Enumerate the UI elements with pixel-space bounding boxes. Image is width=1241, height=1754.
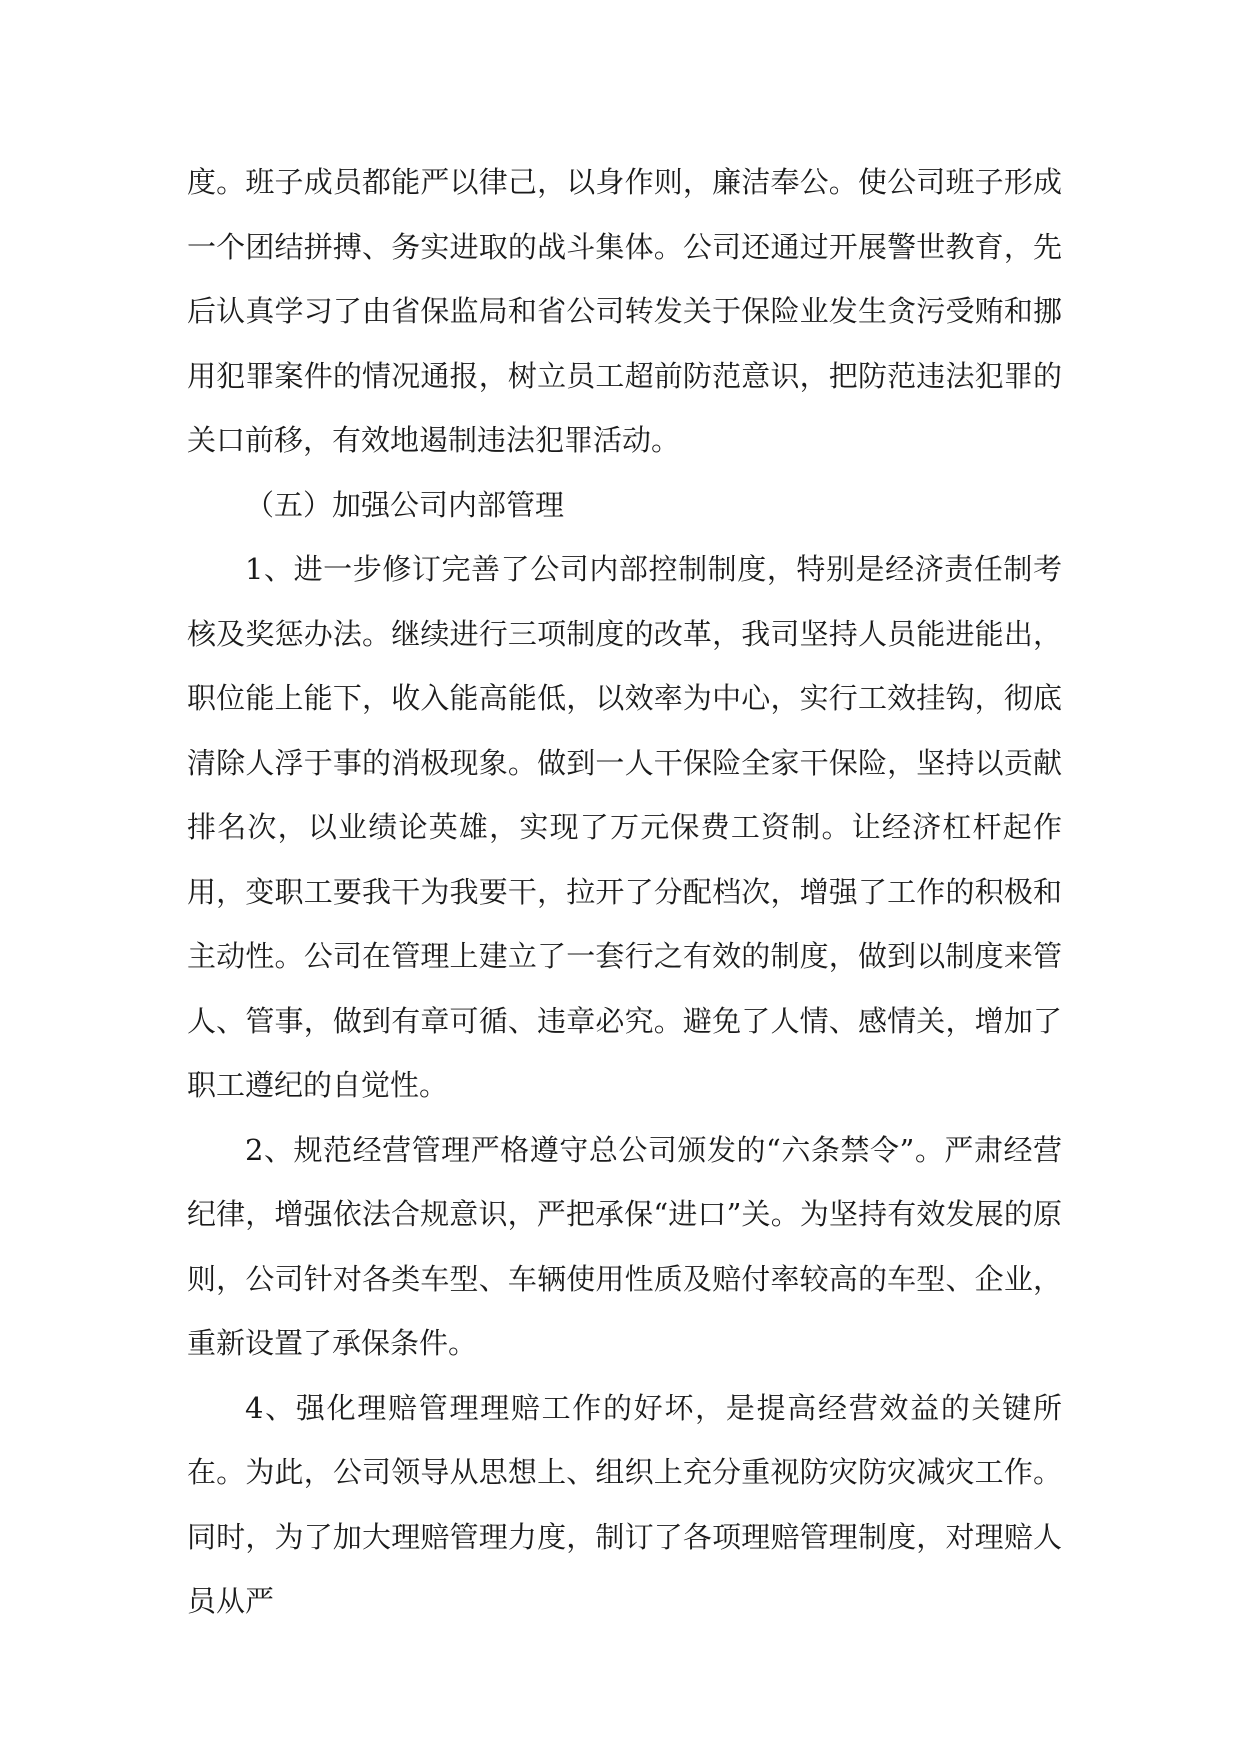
paragraph-item-1: 1、进一步修订完善了公司内部控制制度，特别是经济责任制考核及奖惩办法。继续进行三项制度的改革，我司坚持人员能进能出，职位能上能下，收入能高能低，以效率为中心，实行工效挂钩，彻底清除人浮于事的消极现象。做到一人干保险全家干保险，坚持以贡献排名次，以业绩论英雄，实现了万元保费工资制。让经济杠杆起作用，变职工要我干为我要干，拉开了分配档次，增强了工作的积极和主动性。公司在管理上建立了一套行之有效的制度，做到以制度来管人、管事，做到有章可循、违章必究。避免了人情、感情关，增加了职工遵纪的自觉性。 [187,552,1062,1102]
paragraph-continued: 度。班子成员都能严以律己，以身作则，廉洁奉公。使公司班子形成一个团结拼搏、务实进取的战斗集体。公司还通过开展警世教育，先后认真学习了由省保监局和省公司转发关于保险业发生贪污受贿和挪用犯罪案件的情况通报，树立员工超前防范意识，把防范违法犯罪的关口前移，有效地遏制违法犯罪活动。 [187,165,1062,457]
paragraph-item-2: 2、规范经营管理严格遵守总公司颁发的“六条禁令”。严肃经营纪律，增强依法合规意识，严把承保“进口”关。为坚持有效发展的原则，公司针对各类车型、车辆使用性质及赔付率较高的车型、企业，重新设置了承保条件。 [187,1132,1062,1360]
paragraph-item-4: 4、强化理赔管理理赔工作的好坏，是提高经营效益的关键所在。为此，公司领导从思想上、组织上充分重视防灾防灾减灾工作。同时，为了加大理赔管理力度，制订了各项理赔管理制度，对理赔人员从严 [187,1390,1062,1618]
section-heading: （五）加强公司内部管理 [245,487,565,522]
document-body [187,150,1062,1634]
